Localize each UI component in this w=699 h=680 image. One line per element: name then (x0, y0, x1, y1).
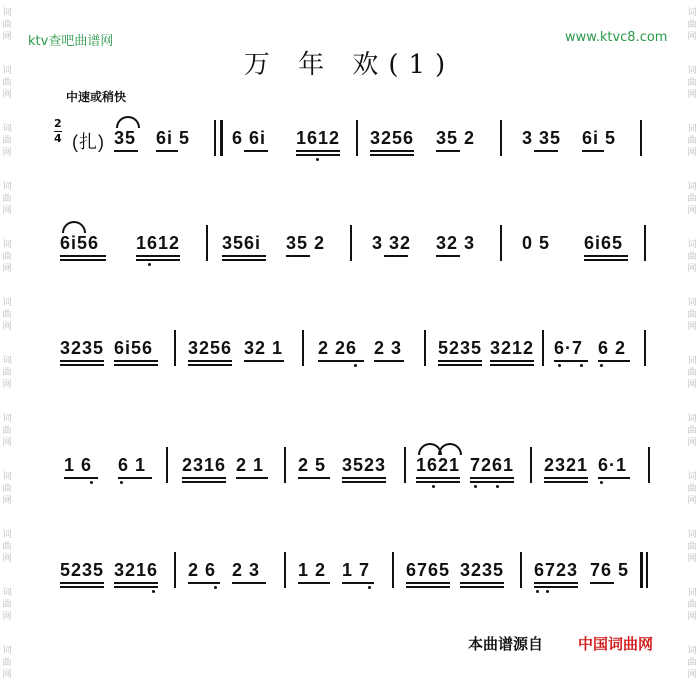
note-group: 1621 (416, 455, 461, 475)
edge-watermark-char: 曲 (687, 368, 697, 378)
beam-line (136, 255, 180, 257)
edge-watermark-char: 词 (2, 298, 12, 308)
note-group: 7261 (470, 455, 515, 475)
barline (424, 330, 426, 366)
edge-watermark-char: 曲 (687, 310, 697, 320)
beam-line (438, 364, 482, 366)
edge-watermark-char: 网 (687, 148, 697, 158)
edge-watermark-char: 曲 (687, 194, 697, 204)
score-line-1 (0, 128, 699, 188)
note-group: 1 2 (298, 560, 327, 580)
beam-line (370, 154, 414, 156)
beam-line (436, 255, 460, 257)
edge-watermark-char: 网 (687, 438, 697, 448)
edge-watermark-char: 曲 (2, 20, 12, 30)
repeat-barline (220, 120, 223, 156)
note-group: 356i (222, 233, 262, 253)
beam-line (118, 477, 152, 479)
barline (166, 447, 168, 483)
edge-watermark-char: 词 (687, 124, 697, 134)
note-group: 2 1 (236, 455, 265, 475)
footer-source-label: 本曲谱源自 (468, 635, 544, 653)
barline (284, 552, 286, 588)
barline (644, 330, 646, 366)
beam-line (534, 150, 558, 152)
barline (356, 120, 358, 156)
beam-line (296, 150, 340, 152)
beam-line (298, 582, 330, 584)
edge-watermark-char: 网 (2, 612, 12, 622)
edge-watermark-char: 词 (687, 646, 697, 656)
low-octave-dot (580, 364, 583, 367)
end-repeat-barline (646, 552, 648, 588)
barline (174, 330, 176, 366)
edge-watermark-char: 词 (687, 240, 697, 250)
beam-line (114, 582, 158, 584)
low-octave-dot (316, 158, 319, 161)
beam-line (416, 477, 460, 479)
low-octave-dot (474, 485, 477, 488)
note-group: 3235 (460, 560, 505, 580)
low-octave-dot (600, 364, 603, 367)
beam-line (64, 477, 98, 479)
note-group: 35 2 (436, 128, 476, 148)
beam-line (406, 586, 450, 588)
score-line-3 (0, 338, 699, 398)
edge-watermark-char: 网 (2, 206, 12, 216)
note-group: 6723 (534, 560, 579, 580)
score-line-4 (0, 455, 699, 515)
edge-watermark-char: 网 (2, 32, 12, 42)
note-group: 5235 (438, 338, 483, 358)
beam-line (156, 150, 178, 152)
beam-line (490, 360, 534, 362)
score-line-2 (0, 233, 699, 293)
note-group: 6i65 (584, 233, 624, 253)
beam-line (296, 154, 340, 156)
edge-watermark-char: 网 (687, 612, 697, 622)
barline (206, 225, 208, 261)
note-group: 1 7 (342, 560, 371, 580)
note-group: 3212 (490, 338, 535, 358)
note-group: 6i56 (60, 233, 100, 253)
beam-line (342, 481, 386, 483)
edge-watermark-char: 曲 (2, 252, 12, 262)
note-group: 5235 (60, 560, 105, 580)
note-group: 32 3 (436, 233, 476, 253)
edge-watermark-char: 网 (687, 32, 697, 42)
note-group: 3 35 (522, 128, 562, 148)
edge-watermark-char: 词 (2, 472, 12, 482)
score-line-5 (0, 560, 699, 620)
edge-watermark-char: 曲 (687, 20, 697, 30)
note-group: 1612 (136, 233, 181, 253)
edge-watermark-char: 曲 (687, 136, 697, 146)
note-group: 6765 (406, 560, 451, 580)
edge-watermark-char: 网 (687, 322, 697, 332)
site-watermark-right: www.ktvc8.com (565, 30, 668, 45)
low-octave-dot (558, 364, 561, 367)
edge-watermark-char: 词 (687, 588, 697, 598)
beam-line (598, 360, 630, 362)
barline (350, 225, 352, 261)
note-group: 76 5 (590, 560, 630, 580)
edge-watermark-char: 曲 (2, 542, 12, 552)
low-octave-dot (600, 481, 603, 484)
edge-watermark-char: 曲 (2, 484, 12, 494)
note-group: 2 26 (318, 338, 358, 358)
beam-line (470, 481, 514, 483)
barline (500, 225, 502, 261)
note-group: 3235 (60, 338, 105, 358)
low-octave-dot (496, 485, 499, 488)
beam-line (534, 586, 578, 588)
beam-line (60, 259, 106, 261)
edge-watermark-char: 词 (2, 240, 12, 250)
edge-watermark-char: 词 (2, 124, 12, 134)
edge-watermark-char: 网 (687, 670, 697, 680)
note-group: 32 1 (244, 338, 284, 358)
beam-line (222, 259, 266, 261)
edge-watermark-char: 曲 (687, 542, 697, 552)
note-group: 2316 (182, 455, 227, 475)
note-group: 0 5 (522, 233, 551, 253)
beam-line (460, 586, 504, 588)
edge-watermark-char: 曲 (2, 658, 12, 668)
beam-line (534, 582, 578, 584)
low-octave-dot (152, 590, 155, 593)
beam-line (406, 582, 450, 584)
edge-watermark-char: 网 (2, 438, 12, 448)
note-group: 3523 (342, 455, 387, 475)
note-group: 6 2 (598, 338, 627, 358)
beam-line (490, 364, 534, 366)
edge-watermark-char: 网 (687, 380, 697, 390)
low-octave-dot (354, 364, 357, 367)
beam-line (60, 586, 104, 588)
tempo-marking: 中速或稍快 (66, 90, 127, 104)
edge-watermark-char: 网 (687, 496, 697, 506)
note-group: 2 3 (232, 560, 261, 580)
beam-line (114, 364, 158, 366)
edge-watermark-char: 曲 (2, 136, 12, 146)
end-repeat-barline (640, 552, 643, 588)
beam-line (244, 150, 268, 152)
beam-line (60, 364, 104, 366)
note-group: 35 (114, 128, 137, 148)
edge-watermark-char: 词 (2, 646, 12, 656)
note-group: 6i 5 (582, 128, 617, 148)
edge-watermark-char: 词 (2, 66, 12, 76)
edge-watermark-char: 词 (687, 414, 697, 424)
edge-watermark-char: 词 (2, 182, 12, 192)
edge-watermark-char: 词 (687, 66, 697, 76)
beam-line (438, 360, 482, 362)
edge-watermark-char: 曲 (687, 426, 697, 436)
note-group: 1 6 (64, 455, 93, 475)
note-group: 6 6i (232, 128, 267, 148)
beam-line (544, 477, 588, 479)
barline (648, 447, 650, 483)
note-group: 2 5 (298, 455, 327, 475)
edge-watermark-char: 词 (2, 588, 12, 598)
beam-line (222, 255, 266, 257)
low-octave-dot (214, 586, 217, 589)
beam-line (554, 360, 588, 362)
edge-watermark-char: 词 (687, 298, 697, 308)
beam-line (374, 360, 404, 362)
low-octave-dot (432, 485, 435, 488)
low-octave-dot (368, 586, 371, 589)
note-group: 1612 (296, 128, 341, 148)
beam-line (436, 150, 460, 152)
edge-watermark-char: 曲 (2, 78, 12, 88)
slur-mark (438, 443, 462, 455)
edge-watermark-char: 网 (2, 264, 12, 274)
beam-line (188, 364, 232, 366)
edge-watermark-char: 网 (2, 496, 12, 506)
edge-watermark-char: 网 (2, 148, 12, 158)
time-signature-top: 2 (54, 117, 62, 130)
slur-mark (116, 116, 140, 128)
beam-line (342, 582, 374, 584)
beam-line (136, 259, 180, 261)
note-group: 3216 (114, 560, 159, 580)
note-group: 6·1 (598, 455, 628, 475)
beam-line (416, 481, 460, 483)
edge-watermark-char: 曲 (2, 368, 12, 378)
beam-line (460, 582, 504, 584)
note-group: 6i56 (114, 338, 154, 358)
note-group: 6 1 (118, 455, 147, 475)
beam-line (236, 477, 268, 479)
beam-line (342, 477, 386, 479)
note-group: 35 2 (286, 233, 326, 253)
beam-line (318, 360, 364, 362)
edge-watermark-char: 曲 (687, 78, 697, 88)
note-group: 3256 (370, 128, 415, 148)
beam-line (584, 259, 628, 261)
note-group: 2321 (544, 455, 589, 475)
edge-watermark-char: 网 (2, 90, 12, 100)
beam-line (298, 477, 330, 479)
low-octave-dot (148, 263, 151, 266)
edge-watermark-char: 曲 (687, 658, 697, 668)
barline (404, 447, 406, 483)
edge-watermark-char: 曲 (2, 194, 12, 204)
edge-watermark-char: 网 (2, 554, 12, 564)
beam-line (470, 477, 514, 479)
edge-watermark-char: 网 (687, 554, 697, 564)
note-group: 6·7 (554, 338, 584, 358)
beam-line (584, 255, 628, 257)
beam-line (182, 481, 226, 483)
edge-watermark-char: 网 (2, 670, 12, 680)
edge-watermark-char: 网 (2, 322, 12, 332)
note-group: 2 6 (188, 560, 217, 580)
score-title: 万 年 欢(1) (243, 50, 456, 80)
beam-line (114, 150, 138, 152)
beam-line (114, 360, 158, 362)
barline (302, 330, 304, 366)
beam-line (244, 360, 284, 362)
edge-watermark-char: 词 (687, 8, 697, 18)
edge-watermark-char: 词 (687, 472, 697, 482)
low-octave-dot (120, 481, 123, 484)
edge-watermark-char: 词 (2, 414, 12, 424)
note-group: 3 32 (372, 233, 412, 253)
beam-line (370, 150, 414, 152)
edge-watermark-char: 网 (2, 380, 12, 390)
barline (392, 552, 394, 588)
beam-line (384, 255, 408, 257)
beam-line (60, 255, 106, 257)
beam-line (582, 150, 604, 152)
beam-line (544, 481, 588, 483)
barline (530, 447, 532, 483)
beam-line (286, 255, 310, 257)
beam-line (188, 582, 220, 584)
low-octave-dot (90, 481, 93, 484)
beam-line (114, 586, 158, 588)
edge-watermark-char: 词 (687, 356, 697, 366)
beam-line (598, 477, 630, 479)
edge-watermark-char: 网 (687, 206, 697, 216)
beam-line (232, 582, 266, 584)
site-watermark-left: ktv查吧曲谱网 (28, 34, 114, 49)
edge-watermark-char: 曲 (687, 252, 697, 262)
note-group: 6i 5 (156, 128, 191, 148)
low-octave-dot (546, 590, 549, 593)
edge-watermark-char: 网 (687, 90, 697, 100)
beam-line (590, 582, 614, 584)
barline (542, 330, 544, 366)
barline (520, 552, 522, 588)
edge-watermark-char: 词 (2, 8, 12, 18)
repeat-barline (214, 120, 216, 156)
edge-watermark-char: 曲 (687, 600, 697, 610)
note-group: (扎) (72, 132, 105, 152)
beam-line (182, 477, 226, 479)
low-octave-dot (536, 590, 539, 593)
edge-watermark-char: 词 (687, 182, 697, 192)
edge-watermark-char: 曲 (2, 600, 12, 610)
barline (284, 447, 286, 483)
note-group: 2 3 (374, 338, 403, 358)
note-group: 3256 (188, 338, 233, 358)
barline (644, 225, 646, 261)
slur-mark (62, 221, 86, 233)
edge-watermark-char: 词 (2, 356, 12, 366)
edge-watermark-char: 网 (687, 264, 697, 274)
edge-watermark-char: 词 (2, 530, 12, 540)
barline (500, 120, 502, 156)
edge-watermark-char: 曲 (687, 484, 697, 494)
beam-line (188, 360, 232, 362)
edge-watermark-char: 曲 (2, 310, 12, 320)
time-signature-bottom: 4 (54, 132, 62, 145)
barline (174, 552, 176, 588)
edge-watermark-char: 曲 (2, 426, 12, 436)
barline (640, 120, 642, 156)
edge-watermark-char: 词 (687, 530, 697, 540)
beam-line (60, 360, 104, 362)
footer-site-link[interactable]: 中国词曲网 (578, 635, 654, 653)
beam-line (60, 582, 104, 584)
